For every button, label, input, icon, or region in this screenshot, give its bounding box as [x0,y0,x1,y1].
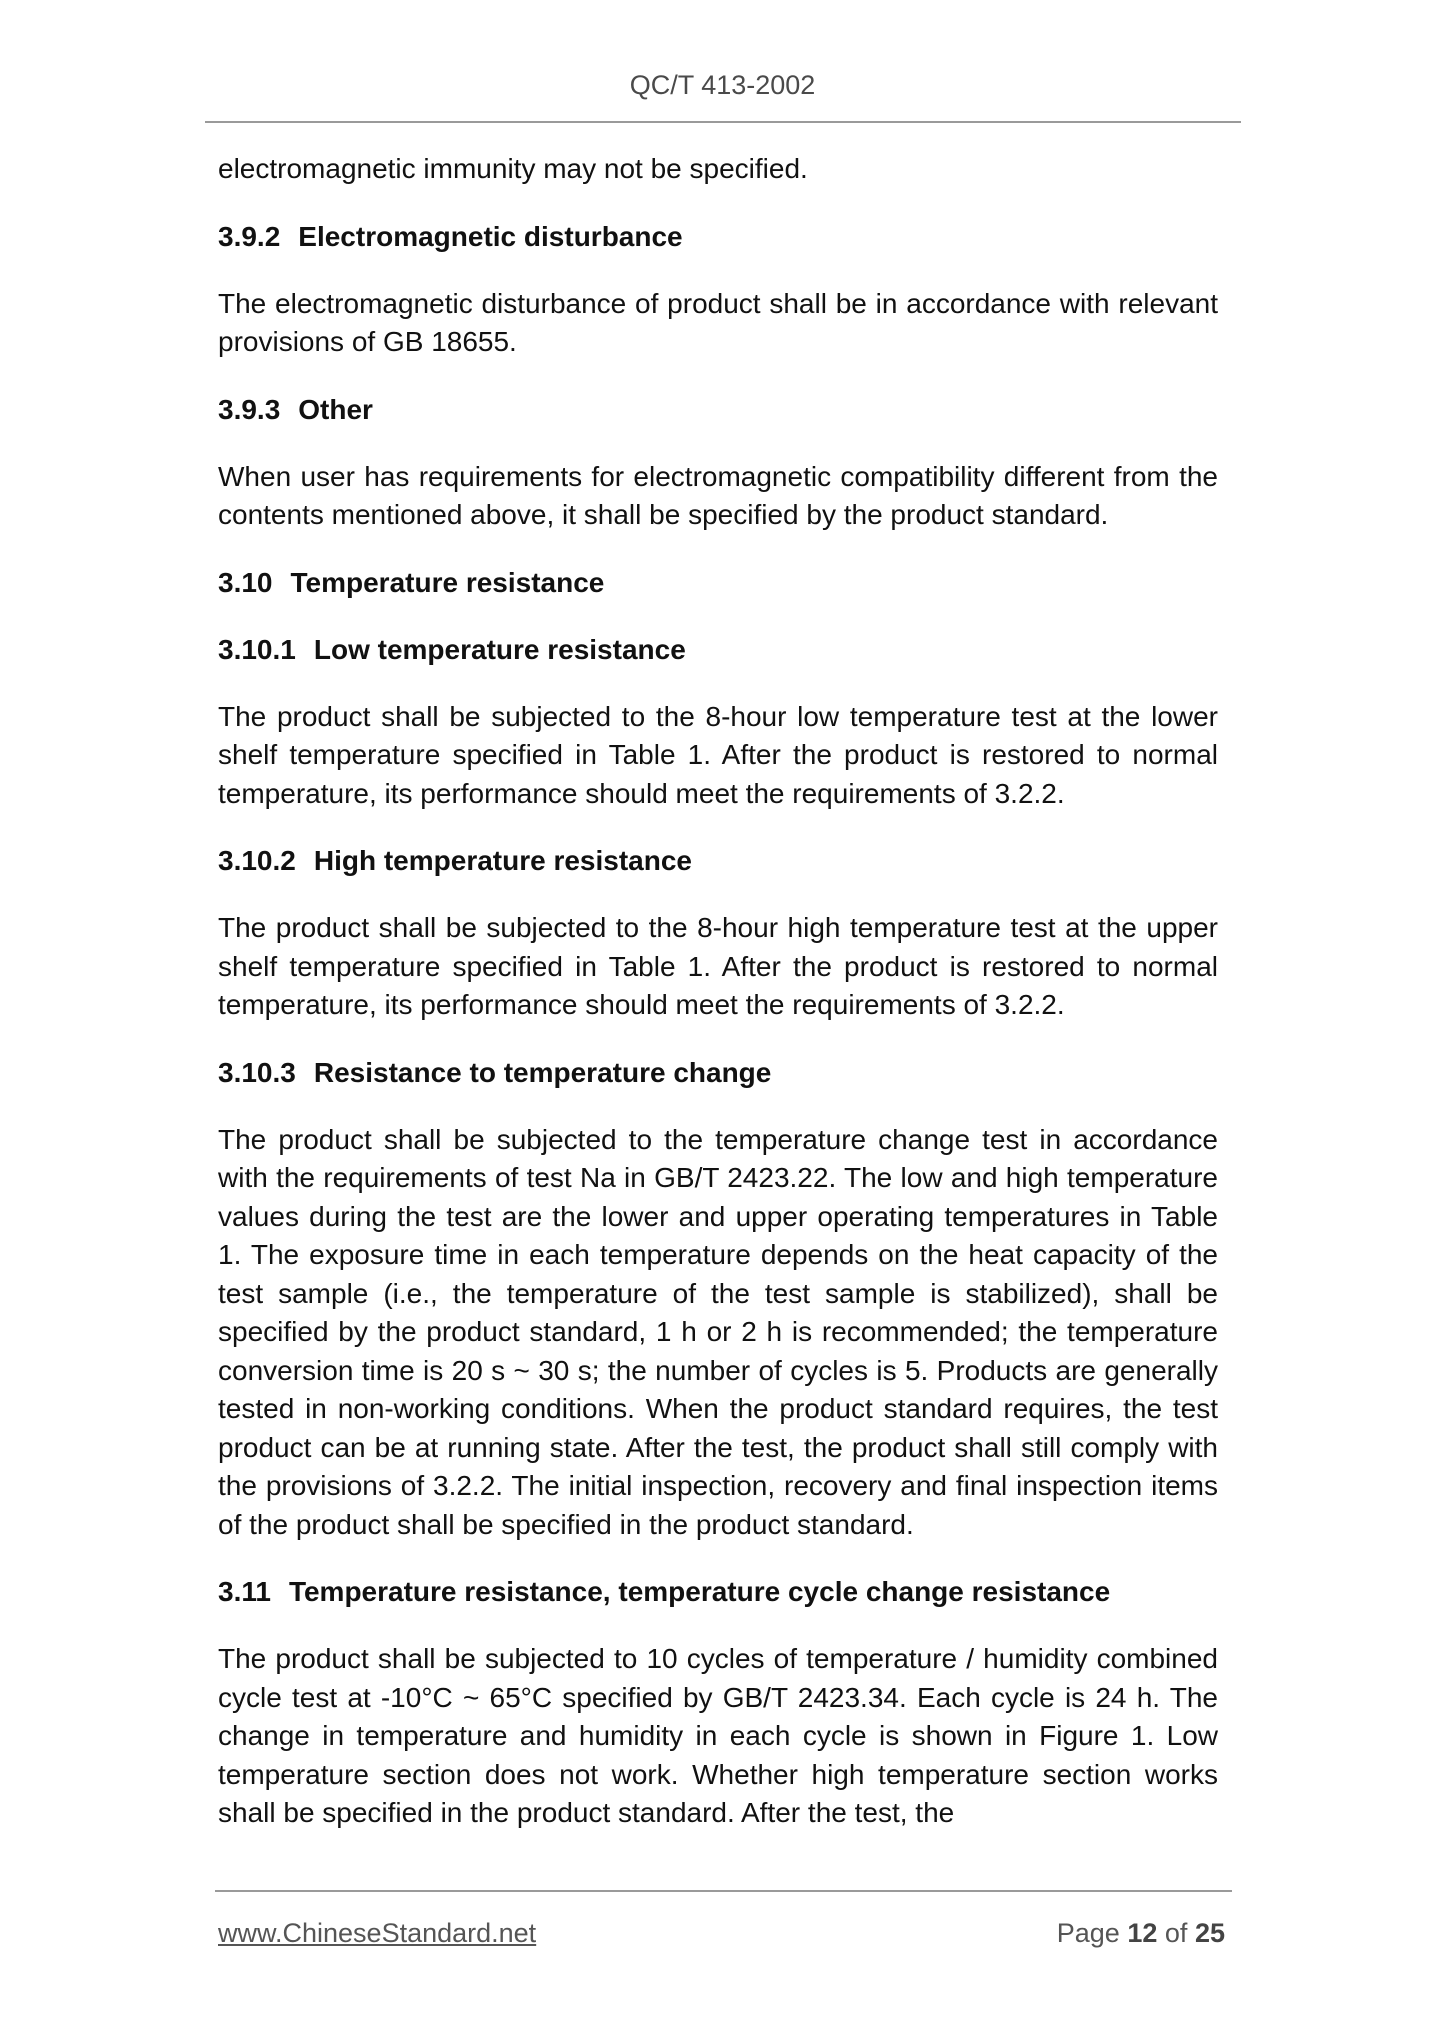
paragraph: electromagnetic immunity may not be specified. [218,153,808,184]
page-total: 25 [1194,1918,1225,1948]
paragraph: The electromagnetic disturbance of product shall be in accordance with relevant provisions of GB 18655. [218,287,1218,357]
page-current: 12 [1127,1918,1158,1948]
section-title: Low temperature resistance [313,633,686,665]
section-number: 3.10.1 [218,633,296,665]
document-body [218,150,1218,1862]
header-divider [205,121,1241,123]
section-number: 3.10.2 [218,845,296,876]
section-title: Temperature resistance, temperature cycle change resistance [288,1576,1111,1607]
section-title: Resistance to temperature change [313,1056,772,1088]
section-number: 3.9.3 [218,393,281,425]
paragraph: The product shall be subjected to the 8-hour low temperature test at the lower shelf temperature specified in Table 1. After the product is restored to normal temperature, its performance should meet the requirements of 3.2.2. [218,700,1218,809]
section-heading-3-10-1 [218,631,1218,669]
section-number: 3.10.3 [218,1056,296,1088]
footer-divider [215,1890,1232,1892]
section-title: Temperature resistance [290,566,605,598]
page-of: of [1164,1918,1188,1948]
section-title: High temperature resistance [313,845,692,876]
section-heading-3-10-3 [218,1054,1218,1092]
paragraph: The product shall be subjected to 10 cycles of temperature / humidity combined cycle test at -10°C ~ 65°C specified by GB/T 2423.34. Each cycle is 24 h. The change in temperature and humidity in each cycle is shown in Figure 1. Low temperature section does not work. Whether high temperature section works shall be specified in the product standard. After the test, the [218,1643,1218,1828]
section-title: Other [298,393,373,425]
paragraph: When user has requirements for electromagnetic compatibility different from the contents mentioned above, it shall be specified by the product standard. [218,460,1218,530]
website-link[interactable]: www.ChineseStandard.net [218,1918,537,1948]
section-heading-3-9-3 [218,391,1218,429]
page-indicator [0,1918,1225,1949]
document-header-title: QC/T 413-2002 [629,70,816,100]
section-heading-3-9-2 [218,218,1218,256]
section-number: 3.10 [218,566,273,598]
paragraph: The product shall be subjected to the temperature change test in accordance with the requirements of test Na in GB/T 2423.22. The low and high temperature values during the test are the lower and upper operating temperatures in Table 1. The exposure time in each temperature depends on the heat capacity of the test sample (i.e., the temperature of the test sample is stabilized), shall be specified by the product standard, 1 h or 2 h is recommended; the temperature conversion time is 20 s ~ 30 s; the number of cycles is 5. Products are generally tested in non-working conditions. When the product standard requires, the test product can be at running state. After the test, the product shall still comply with the provisions of 3.2.2. The initial inspection, recovery and final inspection items of the product shall be specified in the product standard. [218,1123,1218,1540]
section-heading-3-10-2 [218,842,1218,880]
section-heading-3-10 [218,564,1218,602]
section-heading-3-11 [218,1573,1218,1611]
section-number: 3.9.2 [218,220,281,252]
page-label: Page [1056,1918,1120,1948]
section-title: Electromagnetic disturbance [298,220,683,252]
section-number: 3.11 [218,1576,271,1607]
paragraph: The product shall be subjected to the 8-hour high temperature test at the upper shelf temperature specified in Table 1. After the product is restored to normal temperature, its performance should meet the requirements of 3.2.2. [218,912,1218,1020]
